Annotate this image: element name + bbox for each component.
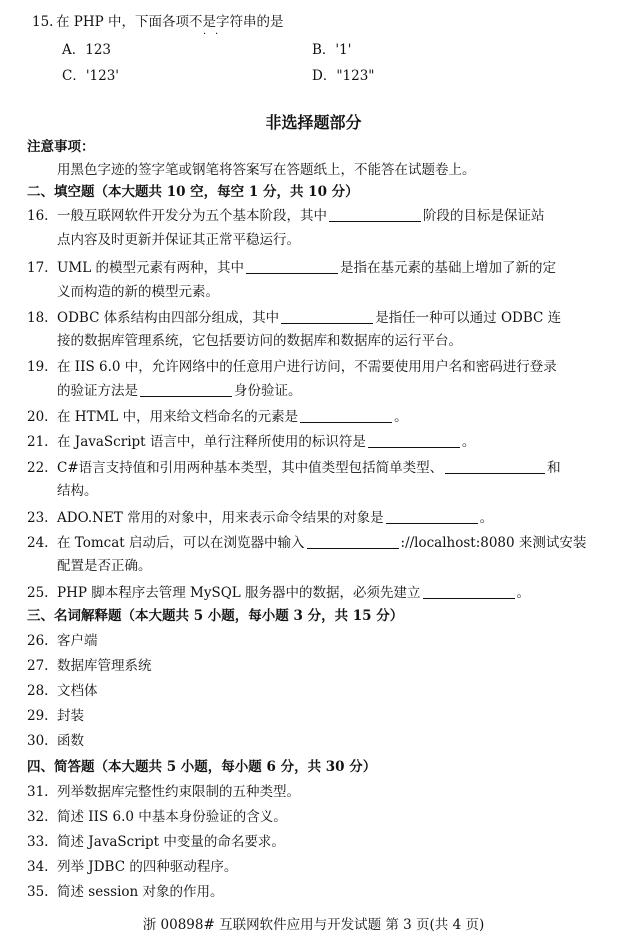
answer-blank[interactable] <box>246 259 338 274</box>
option-a: A．123 <box>62 42 112 58</box>
answer-blank[interactable] <box>307 534 399 549</box>
answer-blank[interactable] <box>368 433 460 448</box>
answer-blank[interactable] <box>281 309 373 324</box>
page-footer: 浙 00898# 互联网软件应用与开发试题 第 3 页(共 4 页) <box>142 917 485 933</box>
question-number: 15. <box>32 14 54 30</box>
emphasis-dot: · <box>203 29 207 40</box>
answer-blank[interactable] <box>140 382 232 397</box>
exam-page: 15. 在 PHP 中，下面各项不是字符串的是 · · A．123 B．'1' C．'123' D．"123" 非选择题部分 注意事项： 用黑色字迹的签字笔或钢笔将答案写在答题纸上，不能答在试题卷上。 二、填空题（本大题共 10 空，每空 1 分，共 10 分） 16. 一般互联网软件开发分为五个基本阶段，其中 阶段的目标是保证站 点内容及时更新并保证其正常平稳运行。 17. UML 的模型元素有两种，其中 是指在基元素的基础上增加了新的定 义而构造的新的模型元素。 18. ODBC 体系结构由四部分组成，其中 是指任一种可以通过 ODBC 连 接的数据库管理系统，它包括要访问的数据库和数据库的运行平台。 19. 在 IIS 6.0 中，允许网络中的任意用户进行访问，不需要使用用户名和密码进行登录 的验证方法是 身份验证。 20. 在 HTML 中，用来给文档命名的元素是 。 21. 在 JavaScript 语言中，单行注释所使用的标识符是 。 22. C#语言支持值和引用两种基本类型，其中值类型包括简单类型、 和 结构。 23. ADO.NET 常用的对象中，用来表示命令结果的对象是 。 24. 在 Tomcat 启动后，可以在浏览器中输入 ://localhost:8080 来测试安装 配置是否正确。 25. PHP 脚本程序去管理 MySQL 服务器中的数据，必须先建立 。 三、名词解释题（本大题共 5 小题，每小题 3 分，共 15 分） 26. 客户端 27. 数据库管理系统 28. 文档体 29. 封装 30. 函数 四、简答题（本大题共 5 小题，每小题 6 分，共 30 分） 31. 列举数据库完整性约束限制的五种类型。 32. 简述 IIS 6.0 中基本身份验证的含义。 33. 简述 JavaScript 中变量的命名要求。 34. 列举 JDBC 的四种驱动程序。 35. 简述 session 对象的作用。 浙 00898# 互联网软件应用与开发试题 第 3 页(共 4 页) <box>0 0 627 937</box>
option-c: C．'123' <box>62 68 120 84</box>
question-text: 在 PHP 中，下面各项不是字符串的是 <box>56 14 284 30</box>
answer-blank[interactable] <box>386 509 478 524</box>
option-d: D．"123" <box>312 68 375 84</box>
part-title: 非选择题部分 <box>265 113 362 132</box>
answer-blank[interactable] <box>423 584 515 599</box>
answer-blank[interactable] <box>329 207 421 222</box>
answer-blank[interactable] <box>300 408 392 423</box>
emphasis-dot: · <box>215 29 219 40</box>
option-b: B．'1' <box>312 42 352 58</box>
answer-blank[interactable] <box>445 459 545 474</box>
